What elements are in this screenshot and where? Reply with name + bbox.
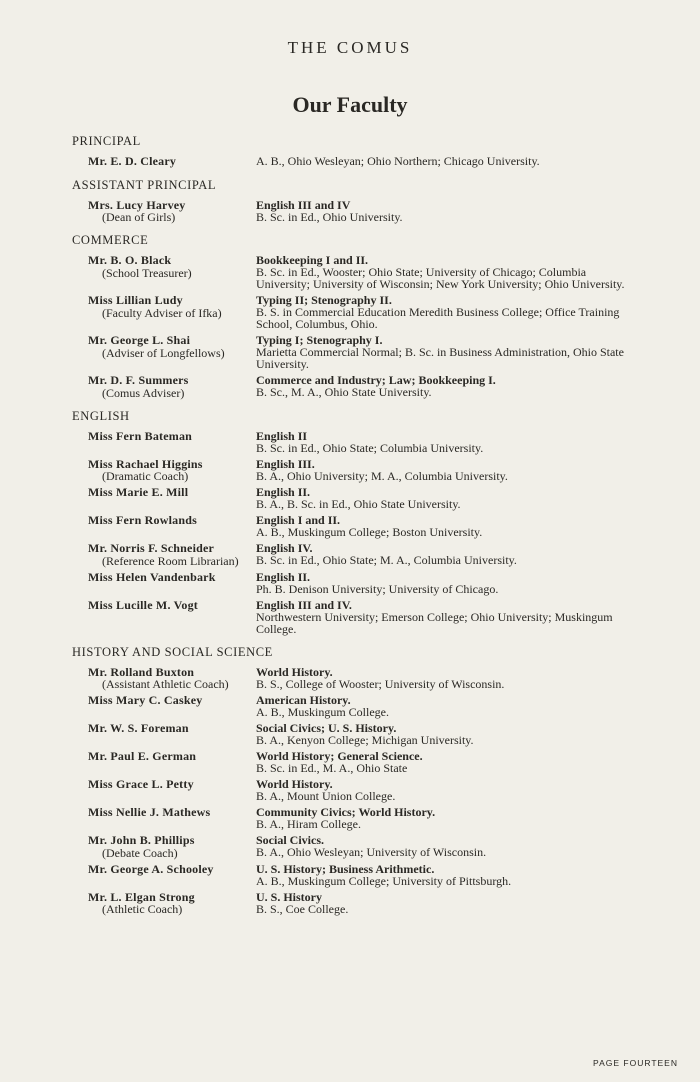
faculty-subject: World History; General Science. — [256, 749, 423, 763]
faculty-name-column — [72, 374, 256, 399]
faculty-entry — [72, 254, 632, 290]
faculty-degrees: B. A., Mount Union College. — [256, 789, 396, 803]
faculty-name-column — [72, 571, 256, 595]
faculty-name: Miss Nellie J. Mathews — [88, 805, 211, 819]
faculty-subject: Social Civics; U. S. History. — [256, 721, 397, 735]
faculty-name-column — [72, 863, 256, 887]
faculty-degrees: Northwestern University; Emerson College; Ohio University; Muskingum College. — [256, 609, 613, 636]
faculty-name-column — [72, 430, 256, 454]
faculty-entry — [72, 666, 632, 691]
faculty-name-column — [72, 778, 256, 802]
faculty-subject: Typing I; Stenography I. — [256, 333, 383, 347]
faculty-name: Miss Rachael Higgins — [88, 456, 203, 471]
faculty-degrees: B. Sc., M. A., Ohio State University. — [256, 385, 432, 399]
faculty-info-column — [256, 254, 632, 290]
faculty-name: Miss Grace L. Petty — [88, 777, 194, 791]
faculty-name-column — [72, 458, 256, 483]
faculty-name: Mr. B. O. Black — [88, 253, 172, 267]
faculty-role: (Reference Room Librarian) — [102, 553, 239, 568]
faculty-info-column — [256, 599, 632, 635]
faculty-role: (Comus Adviser) — [102, 385, 185, 400]
faculty-role: (Debate Coach) — [102, 845, 178, 860]
section-heading: ENGLISH — [72, 408, 130, 423]
faculty-info-column — [256, 694, 632, 718]
faculty-degrees: A. B., Muskingum College; University of Pittsburgh. — [256, 873, 512, 888]
faculty-degrees: B. A., Hiram College. — [256, 817, 361, 831]
faculty-entry — [72, 374, 632, 399]
faculty-info-column — [256, 514, 632, 538]
page-title: Our Faculty — [292, 92, 408, 117]
faculty-info-column — [256, 199, 632, 224]
faculty-info-column — [256, 722, 632, 746]
faculty-entry — [72, 430, 632, 454]
faculty-name-column — [72, 750, 256, 774]
faculty-name-column — [72, 806, 256, 830]
faculty-subject: English I and II. — [256, 513, 341, 527]
faculty-subject: English III. — [256, 456, 315, 471]
faculty-name: Mr. E. D. Cleary — [88, 154, 177, 168]
faculty-entry — [72, 571, 632, 595]
faculty-entry — [72, 863, 632, 887]
faculty-role: (Adviser of Longfellows) — [102, 345, 225, 360]
faculty-degrees: B. Sc. in Ed., Ohio University. — [256, 209, 403, 224]
faculty-entry — [72, 778, 632, 802]
faculty-name-column — [72, 334, 256, 370]
faculty-name: Mr. John B. Phillips — [88, 833, 195, 847]
faculty-subject: Community Civics; World History. — [256, 805, 436, 819]
faculty-info-column — [256, 334, 632, 370]
faculty-role: (Dean of Girls) — [102, 210, 176, 224]
faculty-name: Miss Fern Bateman — [88, 428, 193, 443]
page-number: PAGE FOURTEEN — [593, 1058, 678, 1068]
faculty-subject: American History. — [256, 693, 351, 707]
faculty-entry — [72, 458, 632, 483]
faculty-info-column — [256, 891, 632, 916]
faculty-info-column — [256, 806, 632, 830]
faculty-degrees: A. B., Muskingum College. — [256, 705, 390, 719]
faculty-degrees: B. Sc. in Ed., M. A., Ohio State — [256, 761, 408, 775]
faculty-name: Mr. D. F. Summers — [88, 373, 189, 387]
faculty-name: Mr. George A. Schooley — [88, 861, 214, 876]
faculty-name: Mr. L. Elgan Strong — [88, 889, 195, 904]
faculty-name: Miss Marie E. Mill — [88, 485, 189, 499]
faculty-degrees: B. A., B. Sc. in Ed., Ohio State University. — [256, 497, 461, 511]
faculty-name-column — [72, 155, 256, 168]
faculty-name-column — [72, 294, 256, 330]
faculty-degrees: B. Sc. in Ed., Ohio State; Columbia University. — [256, 440, 484, 455]
faculty-role: (Faculty Adviser of Ifka) — [102, 305, 222, 320]
faculty-entry — [72, 542, 632, 567]
faculty-subject: English III and IV — [256, 197, 351, 212]
faculty-subject: English II. — [256, 569, 311, 584]
faculty-name-column — [72, 486, 256, 510]
faculty-name: Miss Helen Vandenbark — [88, 569, 216, 584]
faculty-subject: English II. — [256, 485, 311, 499]
faculty-name: Mr. W. S. Foreman — [88, 721, 189, 735]
faculty-role: (Dramatic Coach) — [102, 469, 189, 483]
faculty-name-column — [72, 599, 256, 635]
faculty-entry — [72, 155, 632, 168]
faculty-info-column — [256, 666, 632, 691]
faculty-entry — [72, 834, 632, 859]
faculty-name: Miss Mary C. Caskey — [88, 693, 203, 707]
faculty-list — [72, 134, 632, 919]
faculty-subject: World History. — [256, 777, 333, 791]
section-heading: COMMERCE — [72, 233, 149, 247]
faculty-info-column — [256, 778, 632, 802]
faculty-name-column — [72, 199, 256, 224]
faculty-info-column — [256, 863, 632, 887]
faculty-entry — [72, 486, 632, 510]
faculty-subject: Bookkeeping I and II. — [256, 253, 369, 267]
faculty-entry — [72, 750, 632, 774]
faculty-name-column — [72, 891, 256, 916]
faculty-info-column — [256, 458, 632, 483]
faculty-entry — [72, 806, 632, 830]
faculty-degrees: B. A., Ohio University; M. A., Columbia University. — [256, 468, 508, 483]
faculty-info-column — [256, 486, 632, 510]
faculty-name: Mr. Rolland Buxton — [88, 664, 195, 679]
section-heading: PRINCIPAL — [72, 134, 141, 148]
faculty-entry — [72, 722, 632, 746]
faculty-subject: U. S. History — [256, 889, 322, 904]
faculty-subject: English IV. — [256, 541, 313, 555]
faculty-name-column — [72, 514, 256, 538]
faculty-role: (Athletic Coach) — [102, 902, 183, 916]
faculty-info-column — [256, 155, 632, 168]
faculty-info-column — [256, 430, 632, 454]
faculty-name: Miss Fern Rowlands — [88, 513, 197, 527]
faculty-entry — [72, 694, 632, 718]
faculty-name: Miss Lillian Ludy — [88, 293, 183, 307]
faculty-subject: English II — [256, 428, 308, 443]
faculty-entry — [72, 891, 632, 916]
faculty-degrees: Ph. B. Denison University; University of Chicago. — [256, 581, 499, 596]
running-head: THE COMUS — [287, 38, 413, 57]
section-heading: HISTORY AND SOCIAL SCIENCE — [72, 644, 273, 659]
faculty-info-column — [256, 750, 632, 774]
faculty-name-column — [72, 542, 256, 567]
faculty-info-column — [256, 294, 632, 330]
faculty-info-column — [256, 571, 632, 595]
faculty-entry — [72, 199, 632, 224]
faculty-entry — [72, 294, 632, 330]
faculty-name: Mr. Norris F. Schneider — [88, 541, 215, 555]
faculty-info-column — [256, 834, 632, 859]
faculty-subject: World History. — [256, 664, 333, 679]
faculty-name-column — [72, 722, 256, 746]
faculty-degrees: B. S., College of Wooster; University of Wisconsin. — [256, 676, 505, 691]
faculty-role: (School Treasurer) — [102, 265, 192, 280]
faculty-degrees: B. S., Coe College. — [256, 901, 349, 916]
faculty-subject: English III and IV. — [256, 597, 352, 612]
faculty-subject: U. S. History; Business Arithmetic. — [256, 861, 435, 876]
faculty-degrees: B. Sc. in Ed., Ohio State; M. A., Columbia University. — [256, 553, 517, 567]
faculty-subject: Commerce and Industry; Law; Bookkeeping I. — [256, 373, 496, 387]
faculty-info-column — [256, 374, 632, 399]
faculty-degrees: A. B., Muskingum College; Boston University. — [256, 525, 483, 539]
faculty-name: Mr. Paul E. German — [88, 749, 197, 763]
faculty-name: Mr. George L. Shai — [88, 333, 191, 347]
faculty-subject: Typing II; Stenography II. — [256, 293, 392, 307]
faculty-entry — [72, 514, 632, 538]
faculty-degrees: B. A., Kenyon College; Michigan University. — [256, 733, 474, 747]
faculty-degrees: A. B., Ohio Wesleyan; Ohio Northern; Chicago University. — [256, 154, 540, 168]
faculty-name: Miss Lucille M. Vogt — [88, 597, 199, 612]
faculty-name-column — [72, 666, 256, 691]
faculty-name-column — [72, 834, 256, 859]
faculty-subject: Social Civics. — [256, 833, 324, 847]
faculty-degrees: B. A., Ohio Wesleyan; University of Wisconsin. — [256, 845, 487, 859]
faculty-degrees: B. Sc. in Ed., Wooster; Ohio State; University of Chicago; Columbia University; University of Wisconsin; New York University; Ohio University. — [256, 265, 625, 291]
faculty-name-column — [72, 254, 256, 290]
faculty-info-column — [256, 542, 632, 567]
faculty-role: (Assistant Athletic Coach) — [102, 677, 229, 691]
faculty-entry — [72, 334, 632, 370]
faculty-degrees: Marietta Commercial Normal; B. Sc. in Business Administration, Ohio State University. — [256, 345, 624, 371]
faculty-degrees: B. S. in Commercial Education Meredith Business College; Office Training School, Columbus, Ohio. — [256, 305, 620, 331]
faculty-name-column — [72, 694, 256, 718]
faculty-entry — [72, 599, 632, 635]
section-heading: ASSISTANT PRINCIPAL — [72, 177, 217, 192]
faculty-name: Mrs. Lucy Harvey — [88, 197, 186, 212]
